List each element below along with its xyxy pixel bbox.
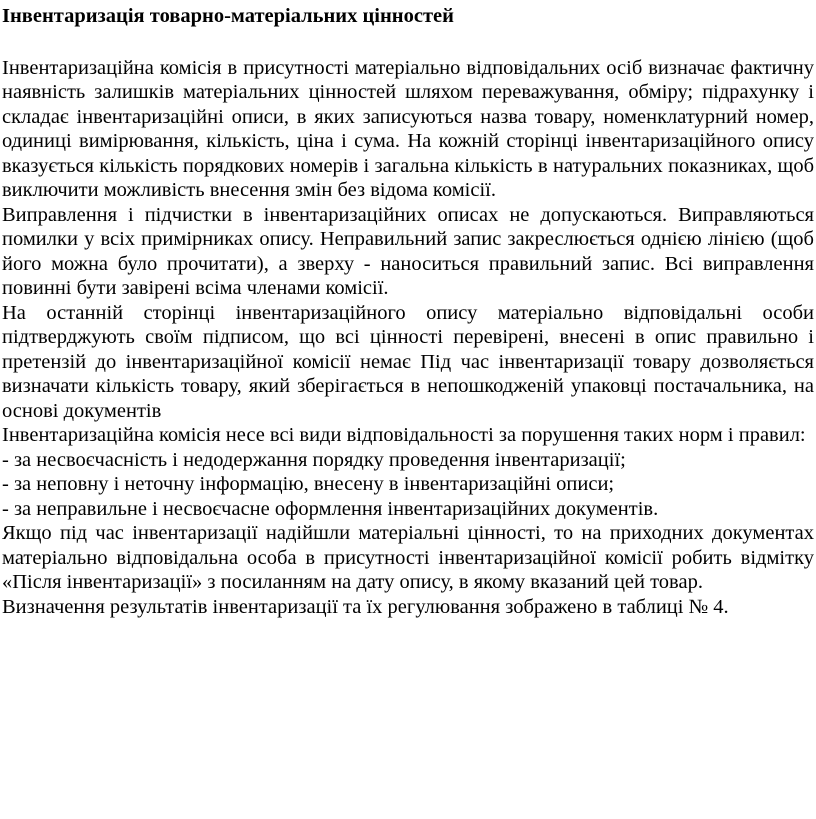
- list-item: - за неправильне і несвоєчасне оформлення інвентаризаційних документів.: [2, 497, 659, 520]
- paragraph-incoming-goods: Якщо під час інвентаризації надійшли матеріальні цінності, то на приходних документах матеріально відповідальна особа в присутності інвентаризаційної комісії робить відмітку «Після інвентаризації» з посиланням на дату опису, в якому вказаний цей товар.: [2, 522, 814, 593]
- paragraph-responsibility: Інвентаризаційна комісія несе всі види відповідальності за порушення таких норм і правил:: [2, 424, 806, 446]
- paragraph-commission-duties: Інвентаризаційна комісія в присутності матеріально відповідальних осіб визначає фактичну наявність залишків матеріальних цінностей шляхом переважування, обміру; підрахунку і складає інвентаризаційні описи, в яких записуються назва товару, номенклатурний номер, одиниці вимірювання, кількість, ціна і сума. На кожній сторінці інвентаризаційного опису вказується кількість порядкових номерів і загальна кількість в натуральних показниках, щоб виключити можливість внесення змін без відома комісії.: [2, 56, 814, 201]
- paragraph-corrections: Виправлення і підчистки в інвентаризаційних описах не допускаються. Виправляються помилки у всіх примірниках опису. Неправильний запис закреслюється однією лінією (щоб його можна було прочитати), а зверху - наноситься правильний запис. Всі виправлення повинні бути завірені всіма членами комісії.: [2, 203, 814, 299]
- list-item: - за неповну і неточну інформацію, внесену в інвентаризаційні описи;: [2, 473, 615, 495]
- paragraph-results: Визначення результатів інвентаризації та їх регулювання зображено в таблиці № 4.: [2, 595, 729, 618]
- paragraph-last-page: На останній сторінці інвентаризаційного опису матеріально відповідальні особи підтверджують своїм підписом, що всі цінності перевірені, внесені в опис правильно і претензій до інвентаризаційної комісії немає Під час інвентаризації товару дозволяється визначати кількість товару, який зберігається в непошкодженій упаковці постачальника, на основі документів: [2, 301, 814, 422]
- list-item: - за несвоєчасність і недодержання порядку проведення інвентаризації;: [2, 448, 626, 471]
- spacer: [2, 29, 814, 56]
- document-title: Інвентаризація товарно-матеріальних цінностей: [2, 5, 454, 27]
- document-page: [2, 0, 814, 819]
